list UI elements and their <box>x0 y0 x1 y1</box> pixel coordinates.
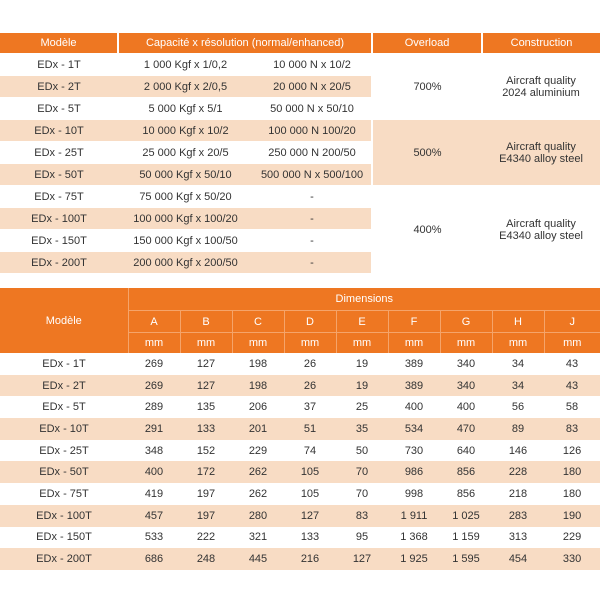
dimension-value-cell: 152 <box>196 444 216 457</box>
dimension-value-cell: 229 <box>248 444 268 457</box>
dimension-value-cell: 445 <box>248 553 268 566</box>
model-cell: EDx - 25T <box>39 444 89 457</box>
table-row <box>0 483 600 505</box>
newton-cell: 500 000 N x 500/100 <box>253 164 372 186</box>
model-column-header: Modèle <box>0 33 118 54</box>
model-cell: EDx - 5T <box>0 98 118 120</box>
unit-header: mm <box>492 333 544 354</box>
unit-header: mm <box>544 333 600 354</box>
capacity-column-header: Capacité x résolution (normal/enhanced) <box>118 33 372 54</box>
model-cell: EDx - 2T <box>0 76 118 98</box>
dimension-value-cell: 83 <box>565 422 579 435</box>
dimension-value-cell: 180 <box>562 487 582 500</box>
dimension-value-cell: 95 <box>355 531 369 544</box>
dimension-value-cell: 534 <box>404 422 424 435</box>
dimension-value-cell: 58 <box>565 401 579 414</box>
unit-header: mm <box>128 333 180 354</box>
model-cell: EDx - 200T <box>0 252 118 274</box>
dimension-value-cell: 454 <box>508 553 528 566</box>
dimension-value-cell: 248 <box>196 553 216 566</box>
dimension-value-cell: 986 <box>404 466 424 479</box>
dimension-value-cell: 127 <box>196 357 216 370</box>
construction-line2: E4340 alloy steel <box>499 152 583 165</box>
dimension-value-cell: 70 <box>355 466 369 479</box>
table-row <box>0 353 600 375</box>
dim-letter-header: D <box>284 311 336 333</box>
construction-cell <box>482 186 600 274</box>
dimension-value-cell: 51 <box>303 422 317 435</box>
model-cell: EDx - 200T <box>36 553 92 566</box>
overload-column-header: Overload <box>372 33 482 54</box>
dimension-value-cell: 283 <box>508 509 528 522</box>
dimension-value-cell: 262 <box>248 487 268 500</box>
newton-cell: - <box>253 208 372 230</box>
kgf-cell: 25 000 Kgf x 20/5 <box>118 142 253 164</box>
newton-cell: 100 000 N 100/20 <box>253 120 372 142</box>
kgf-cell: 75 000 Kgf x 50/20 <box>118 186 253 208</box>
model-cell: EDx - 25T <box>0 142 118 164</box>
dimension-value-cell: 133 <box>300 531 320 544</box>
dimension-value-cell: 330 <box>562 553 582 566</box>
dimension-value-cell: 533 <box>144 531 164 544</box>
dimension-value-cell: 1 595 <box>452 553 480 566</box>
unit-header: mm <box>180 333 232 354</box>
dimension-value-cell: 228 <box>508 466 528 479</box>
dim-letter-header: B <box>180 311 232 333</box>
dimension-value-cell: 1 025 <box>452 509 480 522</box>
construction-line2: 2024 aluminium <box>502 86 580 99</box>
dimension-value-cell: 133 <box>196 422 216 435</box>
dimensions-table <box>0 288 600 570</box>
kgf-cell: 2 000 Kgf x 2/0,5 <box>118 76 253 98</box>
model-cell: EDx - 75T <box>0 186 118 208</box>
dimension-value-cell: 37 <box>303 401 317 414</box>
unit-header: mm <box>232 333 284 354</box>
dimension-value-cell: 400 <box>456 401 476 414</box>
dimension-value-cell: 172 <box>196 466 216 479</box>
dimension-value-cell: 201 <box>248 422 268 435</box>
dim-letter-header: A <box>128 311 180 333</box>
dimension-value-cell: 26 <box>303 379 317 392</box>
dimension-value-cell: 190 <box>562 509 582 522</box>
dimension-value-cell: 1 925 <box>400 553 428 566</box>
dimension-value-cell: 262 <box>248 466 268 479</box>
dimension-value-cell: 43 <box>565 357 579 370</box>
dimension-value-cell: 289 <box>144 401 164 414</box>
kgf-cell: 150 000 Kgf x 100/50 <box>118 230 253 252</box>
table-row <box>0 186 600 208</box>
model-cell: EDx - 50T <box>39 466 89 479</box>
dim-letter-header: J <box>544 311 600 333</box>
kgf-cell: 200 000 Kgf x 200/50 <box>118 252 253 274</box>
dimension-value-cell: 313 <box>508 531 528 544</box>
dimension-value-cell: 105 <box>300 466 320 479</box>
dimension-value-cell: 470 <box>456 422 476 435</box>
dimension-value-cell: 340 <box>456 379 476 392</box>
dimension-value-cell: 89 <box>511 422 525 435</box>
dimension-value-cell: 348 <box>144 444 164 457</box>
dim-letter-header: E <box>336 311 388 333</box>
table-row <box>0 418 600 440</box>
model-cell: EDx - 150T <box>0 230 118 252</box>
dimension-value-cell: 730 <box>404 444 424 457</box>
dimension-value-cell: 998 <box>404 487 424 500</box>
table-row <box>0 120 600 142</box>
dimension-value-cell: 35 <box>355 422 369 435</box>
kgf-cell: 50 000 Kgf x 50/10 <box>118 164 253 186</box>
model-cell: EDx - 2T <box>42 379 86 392</box>
dimension-value-cell: 340 <box>456 357 476 370</box>
dimension-value-cell: 419 <box>144 487 164 500</box>
construction-line2: E4340 alloy steel <box>499 229 583 242</box>
dimension-value-cell: 74 <box>303 444 317 457</box>
construction-cell <box>482 54 600 120</box>
kgf-cell: 1 000 Kgf x 1/0,2 <box>118 54 253 76</box>
dimension-value-cell: 126 <box>562 444 582 457</box>
unit-header: mm <box>388 333 440 354</box>
unit-header: mm <box>284 333 336 354</box>
newton-cell: - <box>253 230 372 252</box>
dimension-value-cell: 222 <box>196 531 216 544</box>
construction-cell <box>482 120 600 186</box>
dimension-value-cell: 389 <box>404 379 424 392</box>
dimension-value-cell: 206 <box>248 401 268 414</box>
dimension-value-cell: 197 <box>196 487 216 500</box>
dimension-value-cell: 321 <box>248 531 268 544</box>
newton-cell: - <box>253 186 372 208</box>
table-row <box>0 527 600 549</box>
table-row <box>0 461 600 483</box>
overload-cell: 500% <box>372 120 482 186</box>
model-cell: EDx - 100T <box>36 509 92 522</box>
dimension-value-cell: 1 911 <box>400 509 428 522</box>
model-cell: EDx - 1T <box>42 357 86 370</box>
dimension-value-cell: 127 <box>352 553 372 566</box>
dimension-value-cell: 127 <box>300 509 320 522</box>
model-column-header: Modèle <box>0 288 128 353</box>
dimensions-header-row <box>0 288 600 311</box>
capacity-table-header <box>0 33 600 54</box>
table-row <box>0 375 600 397</box>
dimension-value-cell: 105 <box>300 487 320 500</box>
dimension-value-cell: 56 <box>511 401 525 414</box>
dimension-value-cell: 146 <box>508 444 528 457</box>
newton-cell: - <box>253 252 372 274</box>
table-row <box>0 396 600 418</box>
model-cell: EDx - 10T <box>0 120 118 142</box>
construction-line1: Aircraft quality <box>506 140 576 153</box>
dimensions-column-header: Dimensions <box>128 288 600 311</box>
dim-letter-header: C <box>232 311 284 333</box>
table-row <box>0 548 600 570</box>
dimension-value-cell: 198 <box>248 357 268 370</box>
dimension-value-cell: 856 <box>456 466 476 479</box>
table-row <box>0 440 600 462</box>
construction-line1: Aircraft quality <box>506 217 576 230</box>
model-cell: EDx - 1T <box>0 54 118 76</box>
table-row <box>0 505 600 527</box>
model-cell: EDx - 150T <box>36 531 92 544</box>
dimension-value-cell: 400 <box>144 466 164 479</box>
dimension-value-cell: 1 159 <box>452 531 480 544</box>
dimension-value-cell: 127 <box>196 379 216 392</box>
model-cell: EDx - 50T <box>0 164 118 186</box>
newton-cell: 10 000 N x 10/2 <box>253 54 372 76</box>
newton-cell: 50 000 N x 50/10 <box>253 98 372 120</box>
dimensions-body <box>0 353 600 570</box>
dimension-value-cell: 1 368 <box>400 531 428 544</box>
dimension-value-cell: 83 <box>355 509 369 522</box>
dimension-value-cell: 180 <box>562 466 582 479</box>
dimension-value-cell: 25 <box>355 401 369 414</box>
unit-header: mm <box>336 333 388 354</box>
capacity-table <box>0 33 600 273</box>
dimension-value-cell: 218 <box>508 487 528 500</box>
dim-letter-header: G <box>440 311 492 333</box>
dimension-value-cell: 19 <box>355 379 369 392</box>
dimension-value-cell: 856 <box>456 487 476 500</box>
dimension-value-cell: 389 <box>404 357 424 370</box>
model-cell: EDx - 10T <box>39 422 89 435</box>
table-row <box>0 54 600 76</box>
dim-letter-header: H <box>492 311 544 333</box>
dimension-value-cell: 269 <box>144 357 164 370</box>
construction-line1: Aircraft quality <box>506 74 576 87</box>
dimension-value-cell: 216 <box>300 553 320 566</box>
dimension-value-cell: 197 <box>196 509 216 522</box>
dimension-value-cell: 686 <box>144 553 164 566</box>
dim-letter-header: F <box>388 311 440 333</box>
dimension-value-cell: 198 <box>248 379 268 392</box>
dimension-value-cell: 70 <box>355 487 369 500</box>
dimension-value-cell: 400 <box>404 401 424 414</box>
model-cell: EDx - 75T <box>39 487 89 500</box>
dimension-value-cell: 34 <box>511 357 525 370</box>
kgf-cell: 10 000 Kgf x 10/2 <box>118 120 253 142</box>
dimension-value-cell: 229 <box>562 531 582 544</box>
overload-cell: 400% <box>372 186 482 274</box>
construction-column-header: Construction <box>482 33 600 54</box>
kgf-cell: 100 000 Kgf x 100/20 <box>118 208 253 230</box>
dimension-value-cell: 19 <box>355 357 369 370</box>
unit-header: mm <box>440 333 492 354</box>
dimension-value-cell: 640 <box>456 444 476 457</box>
overload-cell: 700% <box>372 54 482 120</box>
dimension-value-cell: 280 <box>248 509 268 522</box>
dimension-value-cell: 269 <box>144 379 164 392</box>
dimension-value-cell: 34 <box>511 379 525 392</box>
dimension-value-cell: 457 <box>144 509 164 522</box>
newton-cell: 250 000 N 200/50 <box>253 142 372 164</box>
model-cell: EDx - 100T <box>0 208 118 230</box>
dimension-value-cell: 291 <box>144 422 164 435</box>
newton-cell: 20 000 N x 20/5 <box>253 76 372 98</box>
kgf-cell: 5 000 Kgf x 5/1 <box>118 98 253 120</box>
model-cell: EDx - 5T <box>42 401 86 414</box>
dimension-value-cell: 43 <box>565 379 579 392</box>
dimension-value-cell: 135 <box>196 401 216 414</box>
dimension-value-cell: 50 <box>355 444 369 457</box>
dimension-value-cell: 26 <box>303 357 317 370</box>
